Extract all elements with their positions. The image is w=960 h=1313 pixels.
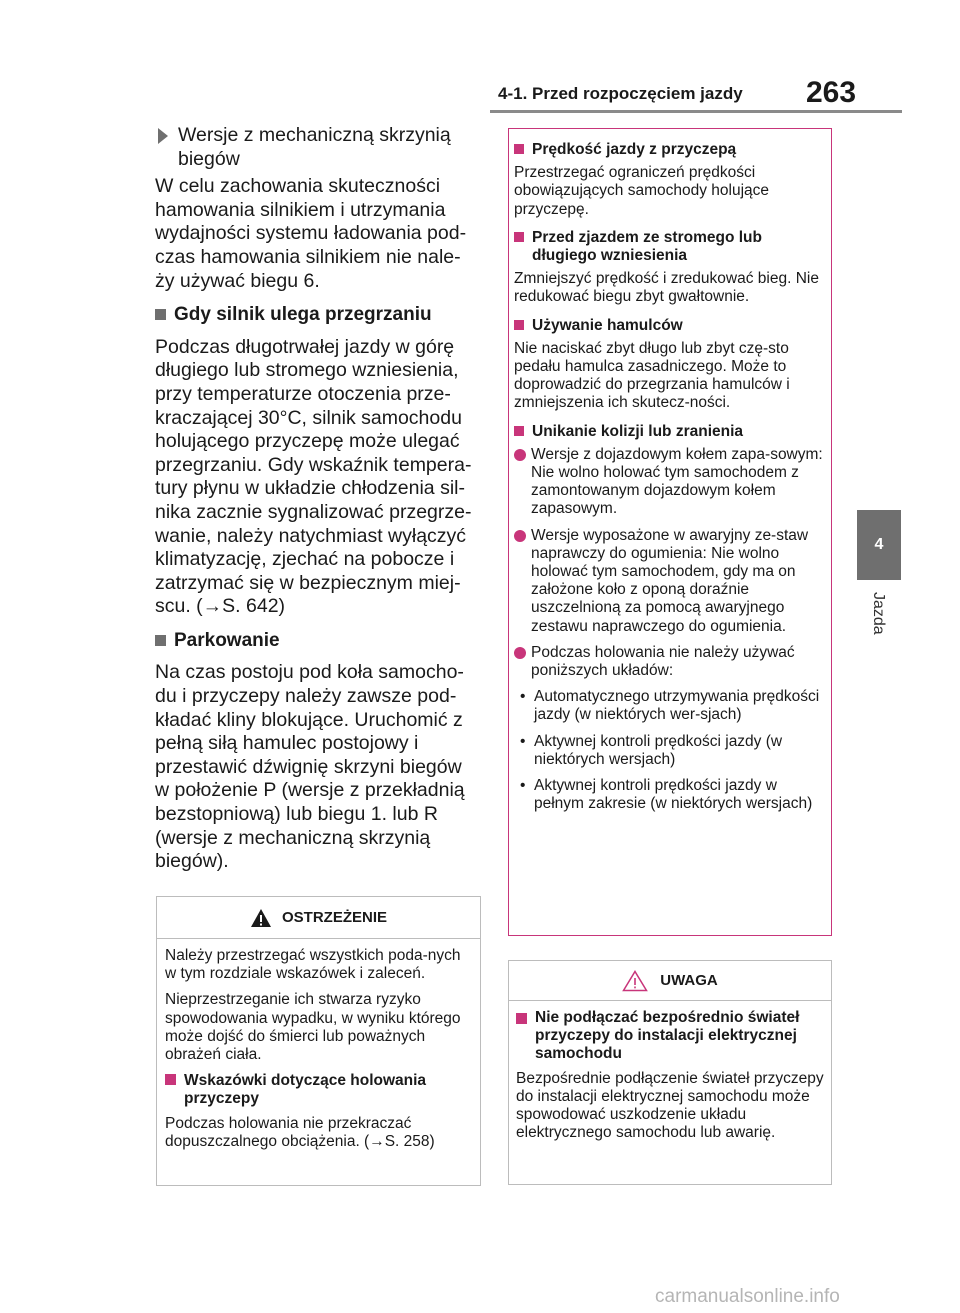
warning-sub-heading	[165, 1072, 474, 1108]
overheat-heading	[155, 303, 480, 327]
warning-body	[157, 939, 480, 1151]
square-bullet-icon	[514, 426, 524, 436]
notice-title: UWAGA	[660, 972, 718, 989]
collision-heading	[514, 423, 825, 441]
descent-heading	[514, 229, 825, 265]
brakes-title: Używanie hamulców	[532, 316, 683, 334]
circle-bullet-icon	[514, 530, 526, 542]
list-item	[514, 527, 825, 636]
warning-sub-title: Wskazówki dotyczące holowania przyczepy	[184, 1072, 427, 1108]
speed-title: Prędkość jazdy z przyczepą	[532, 141, 737, 158]
brakes-text: Nie naciskać zbyt długo lub zbyt czę-sto pedału hamulca zasadniczego. Może to doprowadzić do przegrzania hamulców i zmniejszenia ich skutecz-ności.	[514, 339, 790, 412]
intro-text: W celu zachowania skuteczności hamowania silnikiem i utrzymania wydajności systemu ładowania pod-czas hamowania silnikiem nie nale-ży używać biegu 6.	[155, 175, 467, 292]
list-item	[514, 777, 825, 813]
list-item	[514, 644, 825, 680]
descent-text: Zmniejszyć prędkość i zredukować bieg. Nie redukować biegu zbyt gwałtownie.	[514, 270, 819, 306]
square-bullet-icon	[155, 309, 166, 320]
warning-header	[157, 897, 480, 939]
sub-bullet-text: Aktywnej kontroli prędkości jazdy (w niektórych wersjach)	[534, 732, 783, 768]
brakes-heading	[514, 317, 825, 335]
overheat-text: Podczas długotrwałej jazdy w górę długiego lub stromego wzniesienia, przy temperaturze otoczenia prze-kraczającej 30°C, silnik samochodu holującego przyczepę może ulegać przegrzaniu. Gdy wskaźnik tempera-tury płynu w układzie chłodzenia sil-nika zacznie sygnalizować przegrze-wanie, należy natychmiast wyłączyć klimatyzację, zjechać na pobocze i zatrzymać się w bezpiecznym miej-scu. (→S. 642)	[155, 335, 472, 618]
parking-title: Parkowanie	[174, 629, 280, 651]
section-title: 4-1. Przed rozpoczęciem jazdy	[498, 84, 743, 103]
intro-subtitle	[155, 124, 480, 171]
sub-bullet-text: Automatycznego utrzymywania prędkości jazdy (w niektórych wer-sjach)	[534, 688, 820, 724]
bullet-text: Wersje wyposażone w awaryjny ze-staw naprawczy do ogumienia: Nie wolno holować tym samochodem, gdy ma on założone koło z oponą doraźnie uszczelnioną za pomocą awaryjnego zestawu naprawczego do ogumienia.	[531, 526, 809, 635]
circle-bullet-icon	[514, 449, 526, 461]
square-bullet-icon	[516, 1013, 527, 1024]
notice-text: Bezpośrednie podłączenie świateł przyczepy do instalacji elektrycznej samochodu może spowodować uszkodzenie układu elektrycznego samochodu lub awarię.	[516, 1069, 824, 1142]
circle-bullet-icon	[514, 647, 526, 659]
square-bullet-icon	[514, 320, 524, 330]
descent-title: Przed zjazdem ze stromego lub długiego wzniesienia	[532, 228, 762, 265]
collision-title: Unikanie kolizji lub zranienia	[532, 422, 744, 440]
overheat-title: Gdy silnik ulega przegrzaniu	[174, 304, 432, 326]
intro-title: Wersje z mechaniczną skrzynią biegów	[178, 124, 451, 170]
list-item	[514, 688, 825, 724]
warning-text-1: Należy przestrzegać wszystkich poda-nych w tym rozdziale wskazówek i zaleceń.	[165, 947, 461, 983]
speed-text: Przestrzegać ograniczeń prędkości obowiązujących samochody holujące przyczepę.	[514, 164, 770, 218]
page-number: 263	[806, 76, 857, 109]
chapter-tab: 4	[857, 510, 901, 580]
parking-heading	[155, 629, 480, 653]
warning-box	[156, 896, 481, 1186]
warning-triangle-icon	[250, 908, 272, 928]
list-item	[514, 733, 825, 769]
parking-text: Na czas postoju pod koła samocho-du i przyczepy należy zawsze pod-kładać kliny blokujące. Uruchomić z pełną siłą hamulec postojowy i przestawić dźwignię skrzyni biegów w położenie P (wersje z przekładnią bezstopniową) lub biegu 1. lub R (wersje z mechaniczną skrzynią biegów).	[155, 661, 465, 873]
square-bullet-icon	[165, 1074, 176, 1085]
page-header	[0, 0, 960, 122]
dot-marker: •	[520, 688, 526, 706]
warning-continued-body	[509, 129, 831, 814]
square-bullet-icon	[514, 232, 524, 242]
warning-continued-box	[508, 128, 832, 936]
chapter-label: Jazda	[870, 592, 887, 635]
header-rule	[490, 110, 902, 113]
square-bullet-icon	[514, 144, 524, 154]
watermark: carmanualsonline.info	[655, 1286, 840, 1307]
warning-text-2: Nieprzestrzeganie ich stwarza ryzyko spowodowania wypadku, w wyniku którego może dojść do śmierci lub poważnych obrażeń ciała.	[165, 991, 461, 1064]
list-item	[514, 446, 825, 519]
dot-marker: •	[520, 732, 526, 750]
triangle-arrow-icon	[158, 128, 168, 144]
speed-heading	[514, 141, 825, 159]
notice-sub-title: Nie podłączać bezpośrednio świateł przyczepy do instalacji elektrycznej samochodu	[535, 1009, 800, 1063]
notice-body	[509, 1001, 831, 1142]
notice-sub-heading	[516, 1009, 825, 1064]
bullet-text: Podczas holowania nie należy używać poniższych układów:	[531, 643, 795, 680]
dot-marker: •	[520, 777, 526, 795]
bullet-text: Wersje z dojazdowym kołem zapa-sowym: Nie wolno holować tym samochodem z zamontowanym dojazdowym kołem zapasowym.	[531, 445, 823, 518]
warning-sub-text: Podczas holowania nie przekraczać dopuszczalnego obciążenia. (→S. 258)	[165, 1114, 435, 1150]
warning-title: OSTRZEŻENIE	[281, 909, 387, 926]
sub-bullet-text: Aktywnej kontroli prędkości jazdy w pełnym zakresie (w niektórych wersjach)	[534, 777, 813, 813]
notice-header	[509, 961, 831, 1001]
caution-triangle-icon	[622, 970, 648, 992]
left-column	[155, 124, 480, 884]
square-bullet-icon	[155, 635, 166, 646]
notice-box	[508, 960, 832, 1185]
